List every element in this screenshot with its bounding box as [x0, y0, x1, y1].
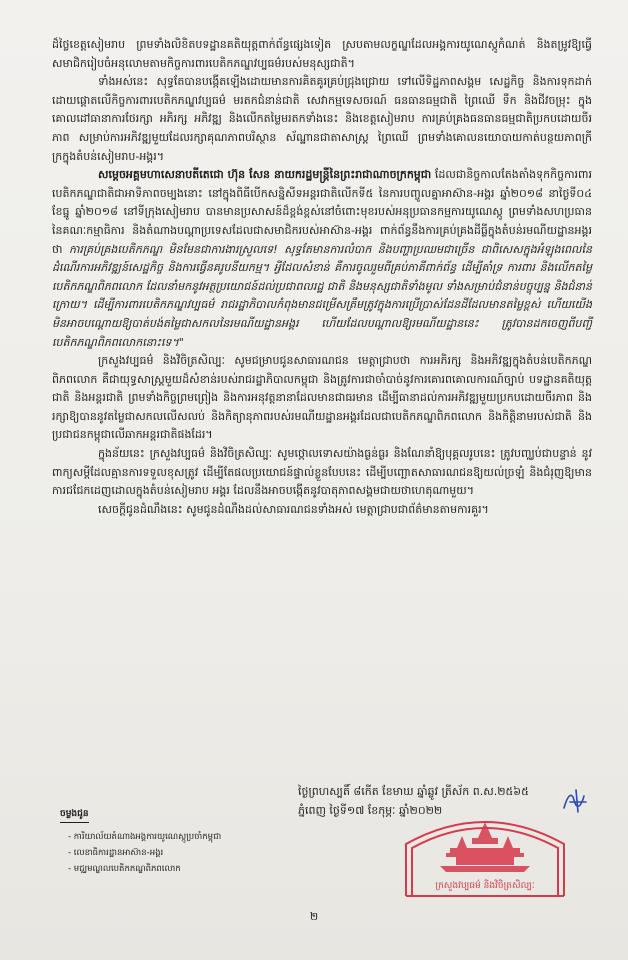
carbon-copy-block — [60, 806, 320, 877]
cc-list — [68, 829, 320, 877]
paragraph-run: ដ៏ថ្លៃខេត្តសៀមរាប ព្រមទាំងលិខិតបទដ្ឋានគតិយុត្តពាក់ព័ន្ធផ្សេងទៀត ស្របតាមលក្ខណ្ឌដែលអង្គការយូណេស្កូកំណត់ និងតម្រូវឱ្យធ្វើសមាជិករៀបចំអនុលោមតាមកិច្ចការពារបេតិកភណ្ឌវប្បធម៌របស់មនុស្សជាតិ។ — [52, 38, 592, 70]
solar-date: ភ្នំពេញ ថ្ងៃទី១៧ ខែកុម្ភៈ ឆ្នាំ២០២២ — [298, 804, 443, 817]
paragraph-closing — [52, 501, 592, 520]
seal-caption: ក្រសួងវប្បធម៌ និងវិចិត្រសិល្បៈ — [435, 881, 535, 891]
cc-item: - មជ្ឈមណ្ឌលបេតិកភណ្ឌពិភពលោក — [68, 861, 320, 877]
paragraph-quote — [52, 166, 592, 352]
paragraph-ministry-statement — [52, 352, 592, 445]
paragraph-condemnation — [52, 445, 592, 501]
paragraph-intro — [52, 36, 592, 73]
official-seal — [400, 804, 570, 900]
temple-emblem-icon — [440, 822, 530, 872]
paragraph-run: ក្នុងន័យនេះ ក្រសួងវប្បធម៌ និងវិចិត្រសិល្បៈ សូមថ្កោលទោសយ៉ាងធ្ងន់ធ្ងរ និងណែនាំឱ្យបុគ្គលរូបនេះ ត្រូវបញ្ឈប់ជាបន្ទាន់ នូវពាក្យសម្ដីដែលគ្មានការទទួលខុសត្រូវ ដើម្បីតែផលប្រយោជន៍ផ្ទាល់ខ្លួនបែបនេះ ដើម្បីបញ្ឆោតសាធារណជនឱ្យយល់ច្រឡំ និងជំរុញឱ្យមានការជជែកដេញដោលក្នុងតំបន់សៀមរាប អង្គរ ដែលនឹងអាចបង្កើតនូវបាតុភាពសង្គមជាយថាហេតុណាមួយ។ — [52, 447, 592, 498]
paragraph-run: ដែលជានិច្ចកាលតែងតាំងទុកកិច្ចការពារបេតិកភណ្ឌជាតិជាអាទិភាពចម្បងនោះ នៅក្នុងពិធីបើកសន្និសីទអន្តរជាតិលើកទី៥ នៃការបញ្ចូលគ្នាអាស៊ាន-អង្គរ ឆ្នាំ២០១៨ នាថ្ងៃទី០៤ ខែធ្នូ ឆ្នាំ២០១៨ នៅទីក្រុងសៀមរាប បានមានប្រសាសន៍ដ៏ខ្ពង់ខ្ពស់នៅចំពោះមុខរបស់អនុប្រធានកម្មការយូណេស្កូ ព្រមទាំងសហប្រធាននៃគណៈកម្មាធិការ និងតំណាងបណ្ដាប្រទេសដែលជាសមាជិករបស់អាស៊ាន-អង្គរ ពាក់ព័ន្ធនឹងការគ្រប់គ្រងដីធ្លីក្នុងតំបន់រមណីយដ្ឋានអង្គរ ថា — [52, 168, 593, 256]
paragraph-run: ទាំងអស់នេះ សុទ្ធតែបានបង្កើតឡើងដោយមានការគិតគូរគ្រប់ជ្រុងជ្រោយ ទៅលើទិដ្ឋភាពសង្គម សេដ្ឋកិច្ច និងការទុកដាក់ដោយផ្ដោតលើកិច្ចការពារបេតិកភណ្ឌវប្បធម៌ មរតកជំនាន់ជាតិ សេវាកម្មទេសចរណ៍ ធនធានធម្មជាតិ ព្រៃឈើ ទឹក និងជីវចម្រុះ ក្នុងគោលដៅធានាការថែរក្សា អភិរក្ស អភិវឌ្ឍ និងលើកតម្លៃមរតកទាំងនេះ និងខេត្តសៀមរាប ការគ្រប់គ្រងធនធានធម្មជាតិប្រកបដោយចីរភាព សម្រាប់ការអភិវឌ្ឍមួយដែលរក្សាគុណភាពបរិស្ថាន ស័ណ្ឋានជាតាសាស្ត្រ ព្រៃឈើ ព្រមទាំងគោលនយោបាយកាត់បន្ថយភាពក្រីក្រក្នុងតំបន់សៀមរាប-អង្គរ។ — [52, 75, 592, 163]
lunar-date: ថ្ងៃព្រហស្បតិ៍ ៨កើត ខែមាឃ ឆ្នាំឆ្លូវ ត្រីស័ក ព.ស.២៥៦៥ — [298, 785, 529, 798]
cc-title: ចម្លងជូន — [60, 806, 89, 823]
closing-quote: " — [178, 335, 184, 349]
quoted-speech: ការគ្រប់គ្រងបេតិកភណ្ឌ មិនមែនជាការងារស្រួលទេ! សុទ្ធតែមានការលំបាក និងបញ្ហាប្រឈមជាច្រើន ជាពិសេសក្នុងអំឡុងពេលនៃដំណើរការអភិវឌ្ឍន៍សេដ្ឋកិច្ច និងការធ្វើនគរូបនីយកម្ម។ អ្វីដែលសំខាន់ គឺការចូលរួមពីគ្រប់ភាគីពាក់ព័ន្ធ ដើម្បីគាំទ្រ ការពារ និងលើកតម្លៃបេតិកភណ្ឌពិភពលោក ដែលនាំមកនូវអត្ថប្រយោជន៍ដល់ប្រជាពលរដ្ឋ ជាតិ និងមនុស្សជាតិទាំងមូល ទាំងសម្រាប់ជំនាន់បច្ចុប្បន្ន និងជំនាន់ក្រោយ។ ដើម្បីការពារបេតិកភណ្ឌវប្បធម៌ រាជរដ្ឋាភិបាលកំពុងមានជម្រើសត្រឹមត្រូវក្នុងការប្រើប្រាស់ដែនដីដែលមានតម្លៃខ្ពស់ ហើយយើងមិនអាចបណ្ដោយឱ្យបាត់បង់តម្លៃជាសកលនៃរមណីយដ្ឋានអង្គរ ហើយដែលបណ្ដាលឱ្យរមណីយដ្ឋាននេះ ត្រូវបានដកចេញពីបញ្ជីបេតិកភណ្ឌពិភពលោកនោះទេ។ — [52, 242, 592, 349]
paragraph-run: សេចក្ដីជូនដំណឹងនេះ សូមជូនដំណឹងដល់សាធារណជនទាំងអស់ មេត្តាជ្រាបជាព័ត៌មានតាមការគួរ។ — [98, 502, 489, 516]
paragraph-run: ក្រសួងវប្បធម៌ និងវិចិត្រសិល្បៈ សូមជម្រាបជូនសាធារណជន មេត្តាជ្រាបថា ការអភិរក្ស និងអភិវឌ្ឍក្នុងតំបន់បេតិកភណ្ឌពិភពលោក គឺជាយុទ្ធសាស្ត្រមួយដ៏សំខាន់របស់រាជរដ្ឋាភិបាលកម្ពុជា និងត្រូវការជាចាំបាច់នូវការគោរពគោលការណ៍ច្បាប់ បទដ្ឋានគតិយុត្តជាតិ និងអន្តរជាតិ ព្រមទាំងកិច្ចព្រមព្រៀង និងការអនុវត្តនានាដែលមានជាធរមាន ដើម្បីធានាដល់ការអភិវឌ្ឍមួយប្រកបដោយចីរភាព និងរក្សាឱ្យបាននូវតម្លៃជាសកលលើសលប់ និងកិត្យានុភាពរបស់រមណីយដ្ឋានអង្គរដែលជាបេតិកភណ្ឌពិភពលោក និងកិត្តិនាមរបស់ជាតិ និងប្រជាជនកម្ពុជាលើឆាកអន្តរជាតិផងដែរ។ — [52, 354, 592, 442]
cc-item: - ការិយាល័យតំណាងអង្គការយូណេស្កូប្រចាំកម្ពុជា — [68, 829, 320, 845]
paragraph-context — [52, 73, 592, 166]
page-number: ២ — [309, 910, 319, 923]
letter-body — [52, 36, 592, 519]
cc-item: - លេខាធិការដ្ឋានអាស៊ាន-អង្គរ — [68, 845, 320, 861]
speaker-name: សម្ដេចអគ្គមហាសេនាបតីតេជោ ហ៊ុន សែន នាយករដ្ឋមន្ត្រីនៃព្រះរាជាណាចក្រកម្ពុជា — [98, 168, 432, 182]
